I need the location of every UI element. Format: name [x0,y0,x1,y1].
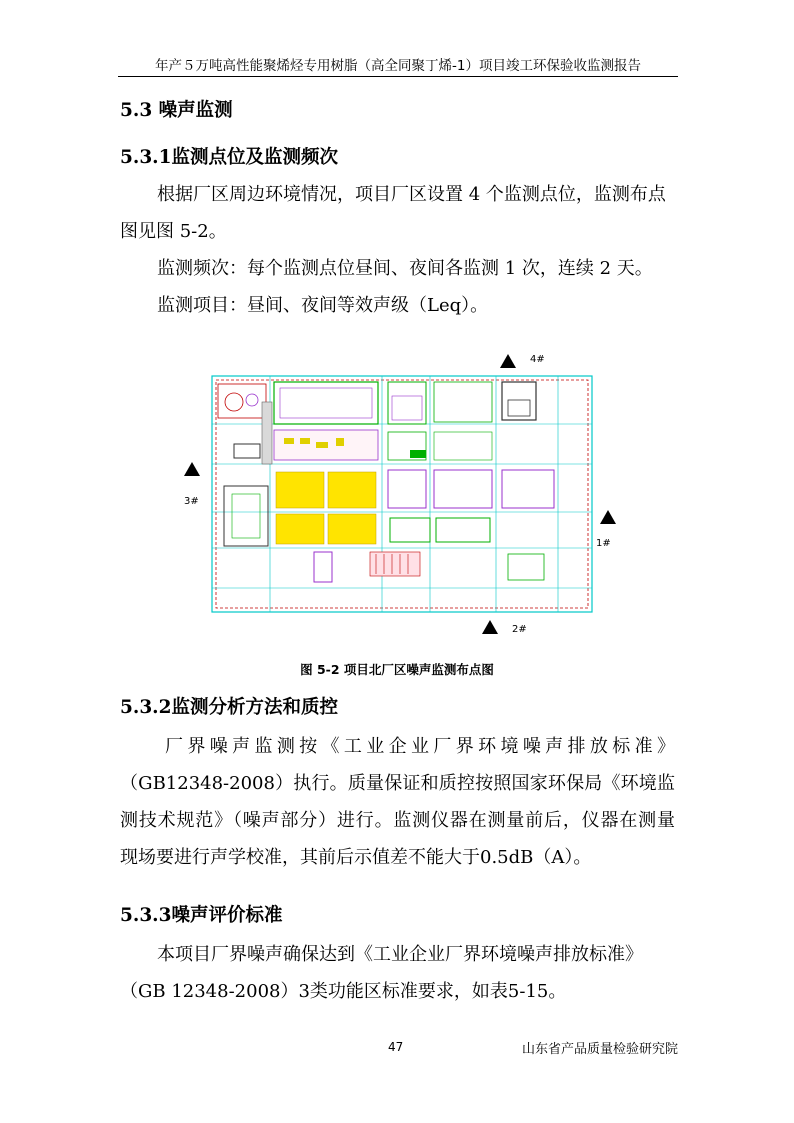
monitoring-point-marker [500,354,516,368]
marker-label-1: 1# [596,538,611,549]
pipe-rack [262,402,272,464]
method-line2: （GB12348-2008）执行。质量保证和质控按照国家环保局《环境监 [120,773,675,794]
section-heading-5-3: 5.3 噪声监测 [120,100,233,121]
paragraph-frequency: 监测频次：每个监测点位昼间、夜间各监测 1 次，连续 2 天。 [157,258,653,279]
equipment-block [234,444,260,458]
building-inner [280,388,372,418]
warehouse [388,470,426,508]
method-line1: 厂界噪声监测按《工业企业厂界环境噪声排放标准》 [165,736,675,757]
noise-monitoring-layout-figure [176,352,626,640]
building [388,382,426,424]
page-header [118,56,678,77]
standard-line2: （GB 12348-2008）3类功能区标准要求，如表5-15。 [120,981,567,1002]
tank-icon [246,394,258,406]
tank-farm [224,486,268,546]
paragraph-items: 监测项目：昼间、夜间等效声级（Leq）。 [157,295,489,316]
site-plan-drawing [176,352,626,640]
utility-block [390,518,430,542]
loading-area [314,552,332,582]
warehouse [434,470,492,508]
warehouse [502,470,554,508]
paragraph-layout-line2: 图见图 5-2。 [120,221,227,242]
production-units [276,472,376,544]
monitoring-point-marker [482,620,498,634]
standard-line1: 本项目厂界噪声确保达到《工业企业厂界环境噪声排放标准》 [157,944,643,965]
tank-farm-inner [232,494,260,538]
marker-label-3: 3# [184,496,199,507]
section-5-3-2-body [120,728,675,876]
parking-area [370,552,420,576]
green-belt [508,554,544,580]
marker-label-2: 2# [512,624,527,635]
building-inner [392,396,422,420]
section-heading-5-3-2: 5.3.2监测分析方法和质控 [120,697,338,718]
monitoring-point-marker [600,510,616,524]
section-5-3-3-body [120,936,675,1010]
monitoring-point-marker [184,462,200,476]
tank-icon [225,393,243,411]
section-heading-5-3-1: 5.3.1监测点位及监测频次 [120,147,338,168]
utility-block [436,518,490,542]
figure-caption: 图 5-2 项目北厂区噪声监测布点图 [300,662,494,677]
building [434,382,492,422]
footer-organization: 山东省产品质量检验研究院 [521,1042,678,1057]
green-marker [410,450,426,458]
section-5-3-1-body [120,176,675,324]
office-inner [508,400,530,416]
section-heading-5-3-3: 5.3.3噪声评价标准 [120,905,283,926]
marker-label-4: 4# [530,354,545,365]
building [434,432,492,460]
method-line4: 现场要进行声学校准，其前后示值差不能大于0.5dB（A）。 [120,847,592,868]
paragraph-layout-line1: 根据厂区周边环境情况，项目厂区设置 4 个监测点位，监测布点 [157,184,666,205]
method-line3: 测技术规范》（噪声部分）进行。监测仪器在测量前后，仪器在测量 [120,810,675,831]
office-building [502,382,536,420]
report-title: 年产５万吨高性能聚烯烃专用树脂（高全同聚丁烯-1）项目竣工环保验收监测报告 [155,58,641,74]
page-number: 47 [388,1040,404,1054]
